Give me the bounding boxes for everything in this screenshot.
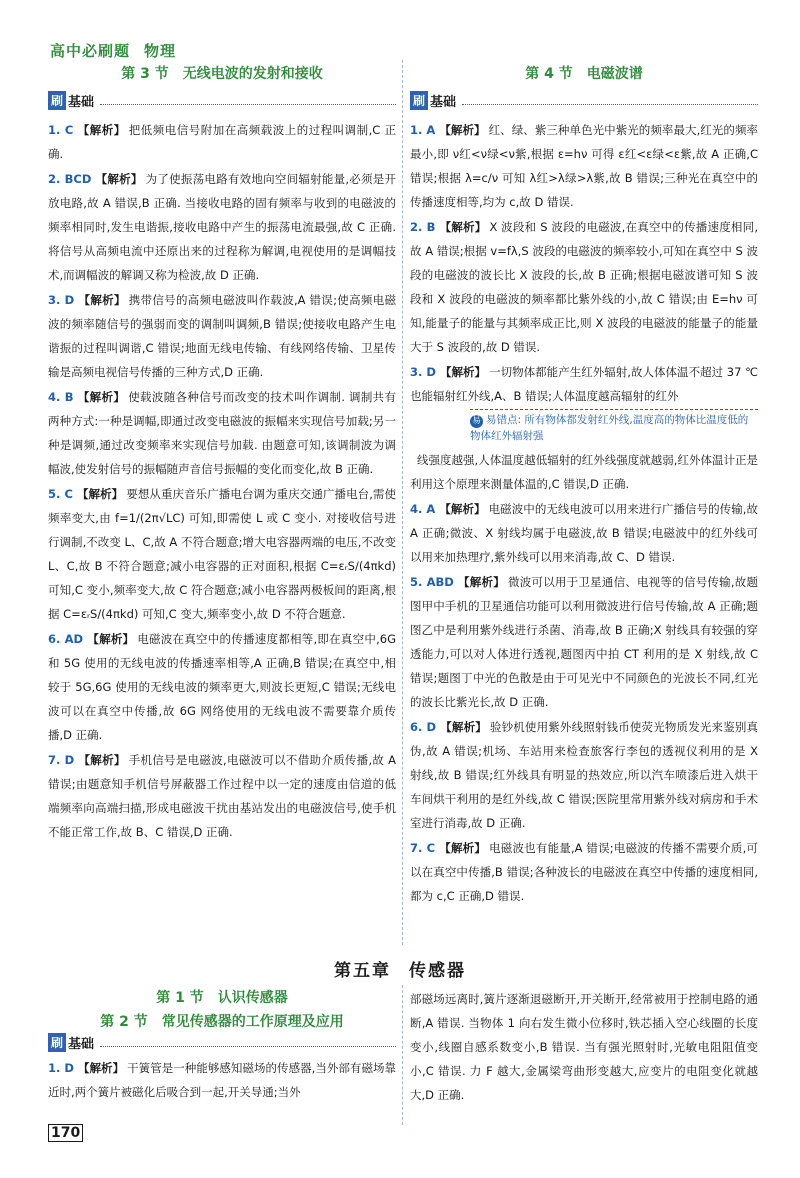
answer-number: 2. BCD (48, 172, 92, 186)
answer-text: 微波可以用于卫星通信、电视等的信号传输,故题图甲中手机的卫星通信功能可以利用微波进行信号传输,故 A 正确;题图乙中是利用紫外线进行杀菌、消毒,故 B 正确;X 射线具有较强的穿透能力,可以对人体进行透视,题图丙中拍 CT 利用的是 X 射线,故 C 错误;题图丁中光的色散是由于可见光中不同颜色的光波长不同,红光的波长比紫光长,故 D 正确. (410, 575, 759, 709)
section-title-3: 第 3 节 无线电波的发射和接收 (121, 66, 323, 82)
brush-badge-icon: 刷 (48, 1033, 66, 1052)
tip-icon: 易 (471, 416, 481, 426)
answer-number: 7. D (48, 753, 75, 767)
analysis-label: 【解析】 (439, 220, 487, 234)
analysis-label: 【解析】 (78, 753, 126, 767)
answer-text: 手机信号是电磁波,电磁波可以不借助介质传播,故 A 错误;由题意知手机信号屏蔽器工作过程中以一定的速度由信道的低端频率向高端扫描,形成电磁波干扰由基站发出的电磁波信号,使手机不能正常工作,故 B、C 错误,D 正确. (48, 753, 397, 839)
answer-list (48, 118, 396, 844)
answer-text: 使载波随各种信号而改变的技术叫作调制. 调制共有两种方式:一种是调幅,即通过改变电磁波的振幅来实现信号加载;另一种是调频,通过改变频率来实现信号加载. 由题意可知,该调制波为调幅波,使发射信号的振幅随声音信号振幅的变化而变化,故 B 正确. (48, 390, 397, 476)
basic-tag: 刷 基础 (48, 91, 396, 110)
answer-number: 7. C (410, 841, 436, 855)
basic-tag: 刷 基础 (48, 1033, 396, 1052)
answer-text: 验钞机使用紫外线照射钱币使荧光物质发光来鉴别真伪,故 A 错误;机场、车站用来检查旅客行李包的透视仪利用的是 X 射线,故 B 错误;红外线具有明显的热效应,所以汽车喷漆后进入烘干车间烘干利用的是红外线,故 C 错误;医院里常用紫外线对病房和手术室进行消毒,故 D 正确. (410, 720, 759, 830)
analysis-label: 【解析】 (95, 172, 143, 186)
answer-number: 3. D (48, 293, 75, 307)
book-header (50, 40, 176, 61)
chapter-title: 第五章 传感器 (334, 961, 466, 981)
answer-text: 携带信号的高频电磁波叫作载波,A 错误;使高频电磁波的频率随信号的强弱而变的调制叫调频,B 错误;使接收电路产生电谐振的过程叫调谐,C 错误;地面无线电传输、有线网络传输、卫星传输是高频电视信号传播的三种方式,D 正确. (48, 293, 397, 379)
basic-tag: 刷 基础 (410, 91, 758, 110)
answer-item (48, 627, 396, 747)
section-title-4: 第 4 节 电磁波谱 (525, 66, 643, 82)
answer-item (48, 482, 396, 626)
answer-text: 电磁波也有能量,A 错误;电磁波的传播不需要介质,可以在真空中传播,B 错误;各种波长的电磁波在真空中传播的速度相同,都为 c,C 正确,D 错误. (410, 841, 758, 903)
answer-number: 1. A (410, 123, 436, 137)
page-number: 170 (48, 1124, 83, 1142)
answer-text: 要想从重庆音乐广播电台调为重庆交通广播电台,需使频率变大,由 f=1/(2π√LC) 可知,即需使 L 或 C 变小. 对接收信号进行调制,不改变 L、C,故 A 不符合题意;增大电容器两端的电压,不改变 L、C,故 B 不符合题意;减小电容器的正对面积,根据 C=εᵣS/(4πkd) 可知,C 变小,频率变大,故 C 符合题意;减小电容器两极板间的距离,根据 C=εᵣS/(4πkd) 可知,C 变大,频率变小,故 D 不符合题意. (48, 487, 397, 621)
answer-text: 线强度越强,人体温度越低辐射的红外线强度就越弱,红外体温计正是利用这个原理来测量体温的,C 错误,D 正确. (410, 453, 758, 491)
answer-number: 4. B (48, 390, 74, 404)
answer-item (410, 215, 758, 359)
answer-text: 红、绿、紫三种单色光中紫光的频率最大,红光的频率最小,即 ν红<ν绿<ν紫,根据 ε=hν 可得 ε红<ε绿<ε紫,故 A 正确,C 错误;根据 λ=c/ν 可知 λ红>λ绿>λ紫,故 B 错误;三种光在真空中的传播速度相等,均为 c,故 D 错误. (410, 123, 759, 209)
answer-text: 电磁波在真空中的传播速度都相等,即在真空中,6G 和 5G 使用的无线电波的传播速率相等,A 正确,B 错误;在真空中,相较于 5G,6G 使用的无线电波的频率更大,则波长更短,C 错误;无线电波可以在真空中传播,故 6G 网络使用的无线电波不需要靠介质传播,D 正确. (48, 632, 397, 742)
answer-item: 1. D 【解析】 干簧管是一种能够感知磁场的传感器,当外部有磁场靠近时,两个簧片被磁化后吸合到一起,开关导通;当外 (48, 1061, 397, 1099)
column-divider (402, 60, 403, 945)
analysis-label: 【解析】 (439, 502, 486, 516)
answer-item (48, 748, 396, 844)
answer-list (410, 448, 758, 908)
answer-number: 3. D (410, 365, 436, 379)
section-title-2: 第 2 节 常见传感器的工作原理及应用 (100, 1014, 344, 1030)
answer-item (48, 385, 396, 481)
answer-number: 1. C (48, 123, 74, 137)
answer-text: 一切物体都能产生红外辐射,故人体体温不超过 37 ℃也能辐射红外线,A、B 错误;人体温度越高辐射的红外 (410, 365, 759, 403)
answer-item (410, 715, 758, 835)
bottom-right-column (410, 987, 758, 1108)
analysis-label: 【解析】 (77, 390, 126, 404)
answer-text: 电磁波中的无线电波可以用来进行广播信号的传输,故 A 正确;微波、X 射线均属于电磁波,故 B 错误;电磁波中的红外线可以用来加热理疗,紫外线可以用来消毒,故 C、D 错误. (410, 502, 759, 564)
answer-item (410, 570, 758, 714)
answer-number: 6. AD (48, 632, 84, 646)
answer-number: 2. B (410, 220, 436, 234)
book-subject: 物理 (144, 42, 177, 60)
analysis-label: 【解析】 (439, 123, 486, 137)
analysis-label: 【解析】 (457, 575, 505, 589)
answer-item (48, 118, 396, 166)
answer-item (410, 360, 758, 408)
answer-number: 4. A (410, 502, 436, 516)
answer-text: 把低频电信号附加在高频载波上的过程叫调制,C 正确. (48, 123, 396, 161)
column-divider (402, 985, 403, 1125)
analysis-label: 【解析】 (77, 123, 126, 137)
book-title: 高中必刷题 (50, 42, 131, 60)
answer-item (410, 118, 758, 214)
answer-item-continued: 部磁场远离时,簧片逐渐退磁断开,开关断开,经常被用于控制电路的通断,A 错误. 当物体 1 向右发生微小位移时,铁芯插入空心线圈的长度变小,线圈自感系数变小,B 错误. 当有强光照射时,光敏电阻阻值变小,C 错误. 力 F 越大,金属梁弯曲形变越大,应变片的电阻变化就越大,D 正确. (410, 992, 758, 1102)
brush-badge-icon: 刷 (410, 91, 428, 110)
brush-badge-icon: 刷 (48, 91, 66, 110)
analysis-label: 【解析】 (439, 365, 487, 379)
answer-list (410, 118, 758, 408)
answer-item (48, 288, 396, 384)
answer-item (48, 167, 396, 287)
tip-note: 易 易错点: 所有物体都发射红外线,温度高的物体比温度低的物体红外辐射强 (470, 409, 758, 444)
analysis-label: 【解析】 (78, 293, 126, 307)
answer-number: 5. ABD (410, 575, 454, 589)
answer-item (410, 448, 758, 496)
answer-number: 6. D (410, 720, 437, 734)
analysis-label: 【解析】 (76, 487, 124, 501)
bottom-left-column (48, 987, 396, 1105)
analysis-label: 【解析】 (440, 720, 487, 734)
answer-text: 为了使振荡电路有效地向空间辐射能量,必须是开放电路,故 A 错误,B 正确. 当接收电路的固有频率与收到的电磁波的频率相同时,发生电谐振,接收电路中产生的振荡电流最强,故 C 正确. 将信号从高频电流中还原出来的过程称为解调,电视使用的是调幅技术,而调幅波的解调又称为检波,故 D 正确. (48, 172, 397, 282)
answer-item (410, 497, 758, 569)
analysis-label: 【解析】 (87, 632, 135, 646)
answer-item (410, 836, 758, 908)
answer-text: X 波段和 S 波段的电磁波,在真空中的传播速度相同,故 A 错误;根据 v=fλ,S 波段的电磁波的频率较小,可知在真空中 S 波段的电磁波的波长比 X 波段的长,故 B 正确;根据电磁波谱可知 S 波段和 X 波段的电磁波的频率都比紫外线的小,故 C 错误;由 E=hν 可知,能量子的能量与其频率成正比,则 X 波段的电磁波的能量子的能量大于 S 波段的,故 D 错误. (410, 220, 759, 354)
section-title-1: 第 1 节 认识传感器 (156, 990, 288, 1006)
answer-number: 5. C (48, 487, 73, 501)
left-column (48, 60, 396, 845)
right-column (410, 60, 758, 909)
analysis-label: 【解析】 (439, 841, 487, 855)
